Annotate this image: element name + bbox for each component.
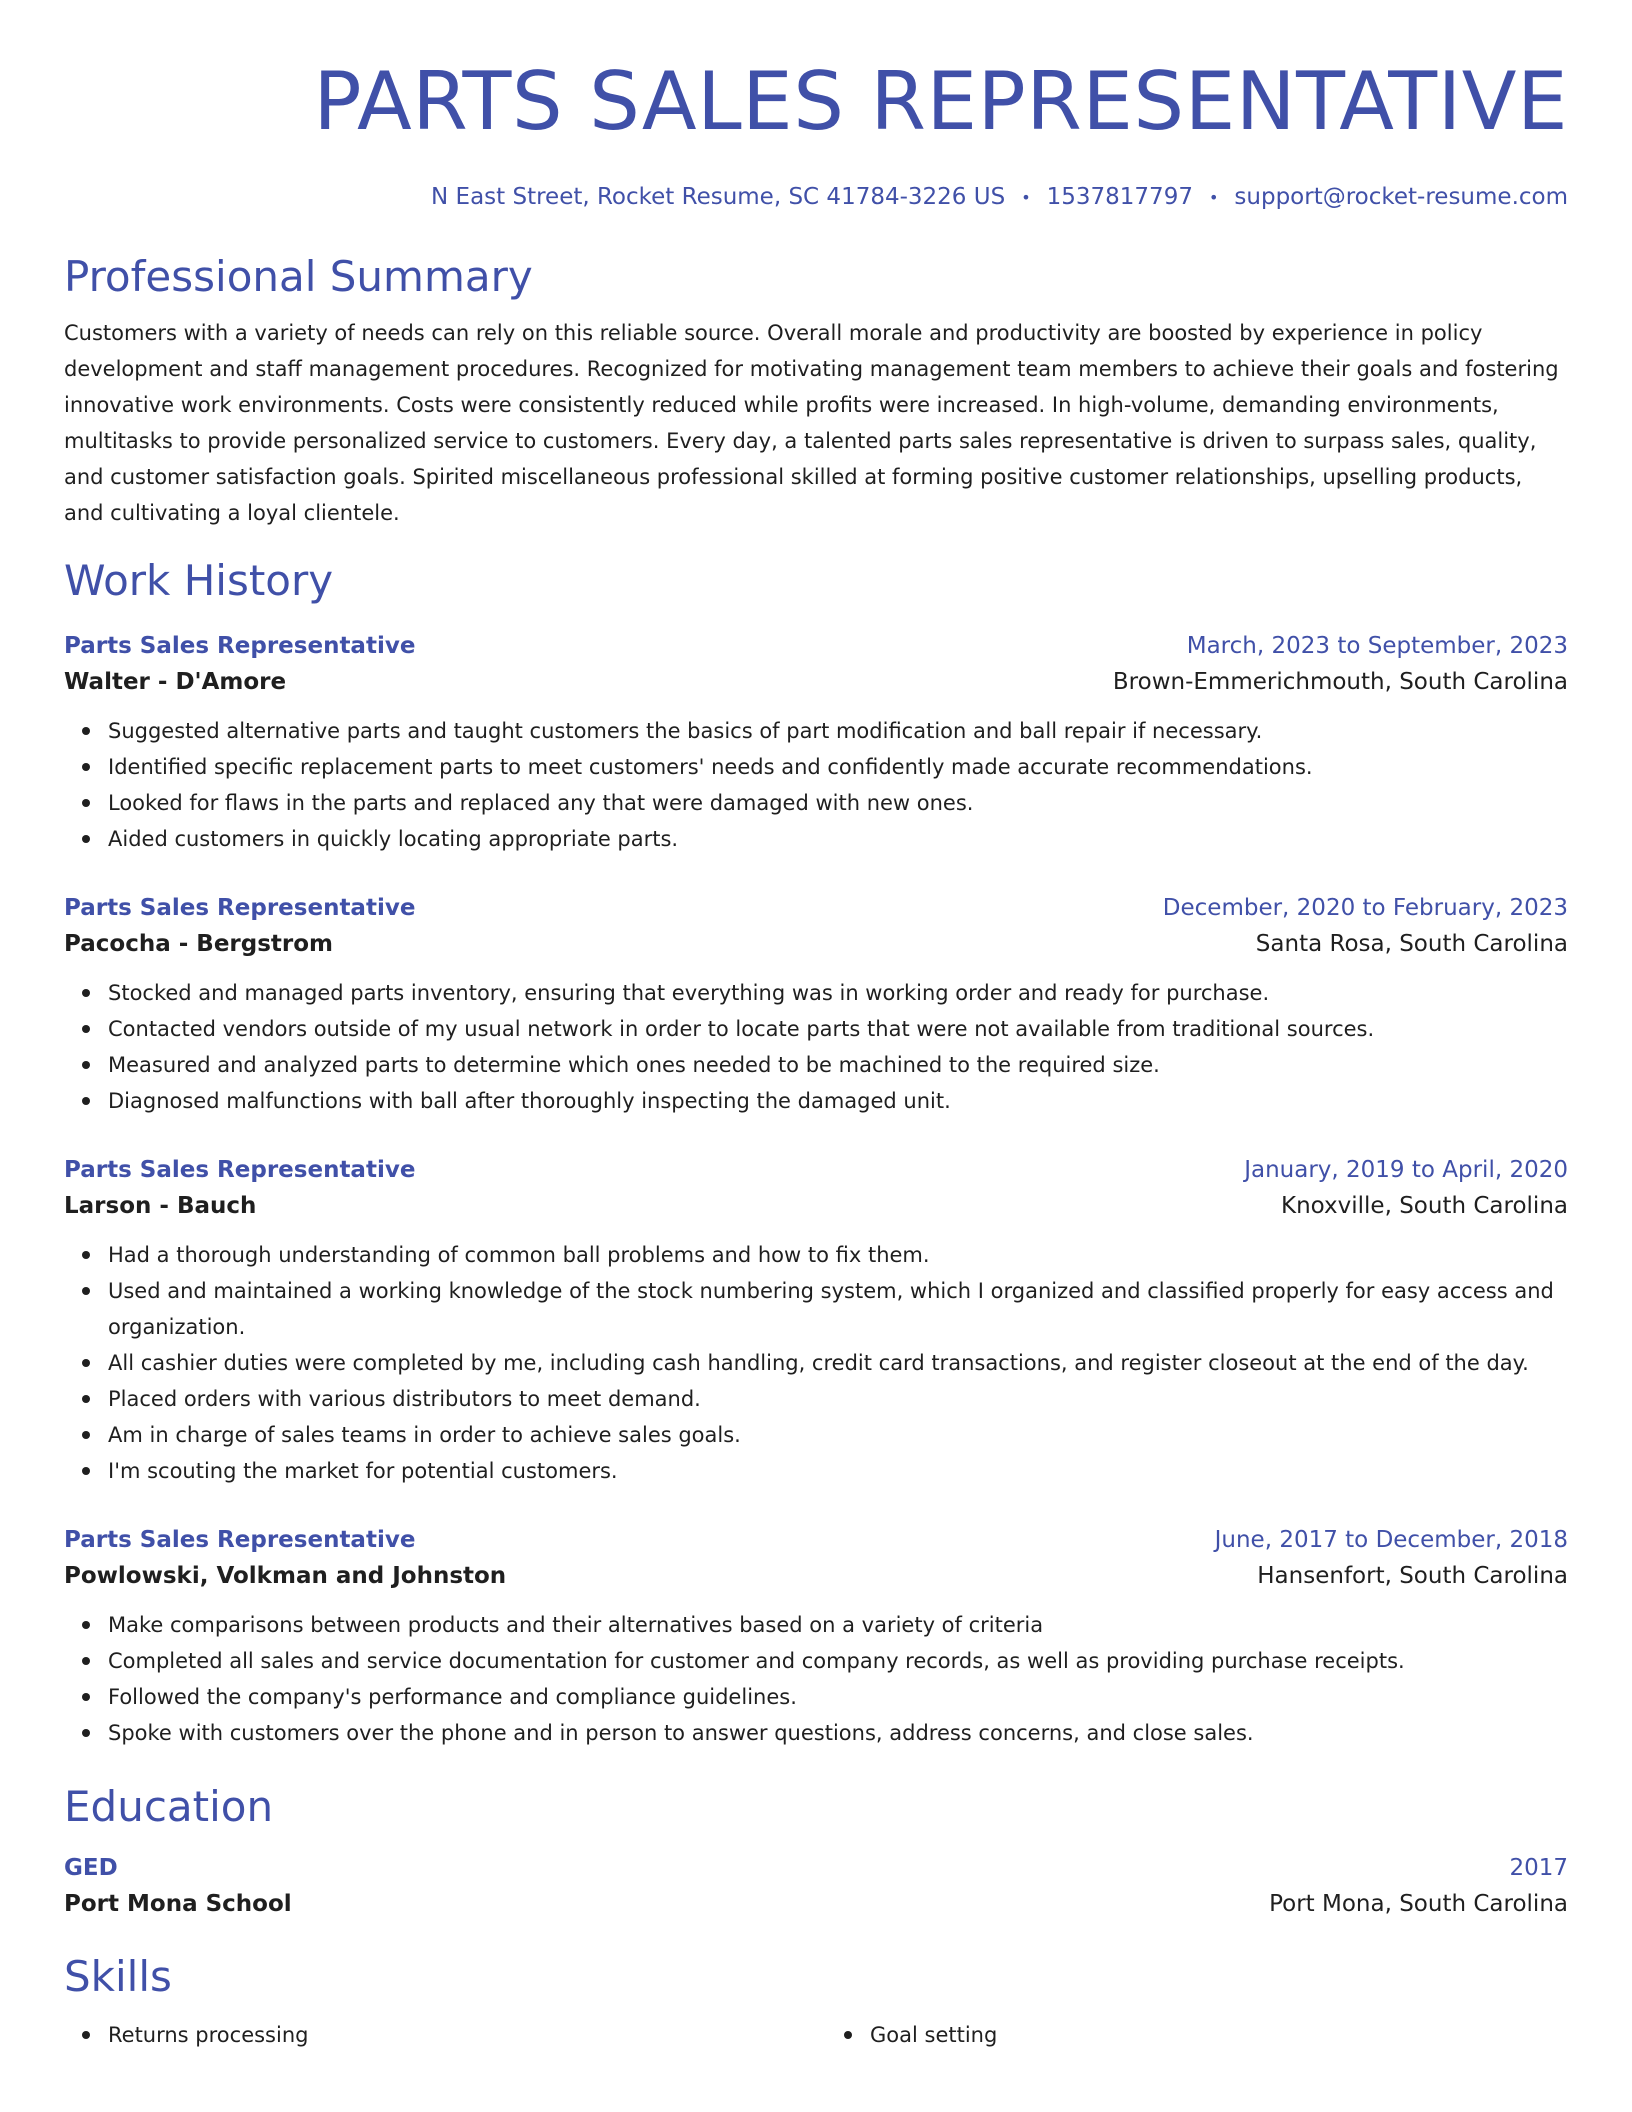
education-location: Port Mona, South Carolina bbox=[1269, 1890, 1568, 1917]
job-bullet: Used and maintained a working knowledge of the stock numbering system, which I organized and classified properly for easy access and organization. bbox=[108, 1273, 1568, 1345]
education-year: 2017 bbox=[1509, 1854, 1568, 1881]
job-bullets bbox=[64, 1237, 1568, 1489]
job-title: Parts Sales Representative bbox=[64, 1156, 416, 1183]
job-bullets bbox=[64, 975, 1568, 1119]
contact-email[interactable]: support@rocket-resume.com bbox=[1234, 184, 1568, 210]
job-location: Brown-Emmerichmouth, South Carolina bbox=[1112, 668, 1568, 695]
work-history-heading: Work History bbox=[64, 555, 334, 605]
job-title: Parts Sales Representative bbox=[64, 632, 416, 659]
education-entry bbox=[64, 1851, 1568, 1923]
job-title: Parts Sales Representative bbox=[64, 894, 416, 921]
job-bullet: Looked for flaws in the parts and replaced any that were damaged with new ones. bbox=[108, 785, 1568, 821]
skill-item: Goal setting bbox=[870, 2017, 1568, 2053]
job-bullet: Had a thorough understanding of common ball problems and how to fix them. bbox=[108, 1237, 1568, 1273]
job-entry bbox=[64, 1153, 1568, 1489]
job-location: Knoxville, South Carolina bbox=[1281, 1192, 1568, 1219]
job-company: Powlowski, Volkman and Johnston bbox=[64, 1562, 507, 1589]
job-bullet: All cashier duties were completed by me, including cash handling, credit card transactions, and register closeout at the end of the day. bbox=[108, 1345, 1568, 1381]
job-bullet: Am in charge of sales teams in order to achieve sales goals. bbox=[108, 1417, 1568, 1453]
job-title: Parts Sales Representative bbox=[64, 1526, 416, 1553]
job-dates: March, 2023 to September, 2023 bbox=[1186, 632, 1568, 659]
job-dates: December, 2020 to February, 2023 bbox=[1162, 894, 1568, 921]
summary-heading: Professional Summary bbox=[64, 251, 533, 301]
skill-item: Returns processing bbox=[108, 2017, 806, 2053]
education-degree: GED bbox=[64, 1854, 118, 1881]
job-bullet: Spoke with customers over the phone and in person to answer questions, address concerns, and close sales. bbox=[108, 1715, 1568, 1751]
job-bullet: Diagnosed malfunctions with ball after thoroughly inspecting the damaged unit. bbox=[108, 1083, 1568, 1119]
skills-column bbox=[826, 2017, 1568, 2053]
job-bullet: I'm scouting the market for potential customers. bbox=[108, 1453, 1568, 1489]
job-bullet: Suggested alternative parts and taught customers the basics of part modification and ball repair if necessary. bbox=[108, 713, 1568, 749]
job-entry bbox=[64, 891, 1568, 1119]
skills-heading: Skills bbox=[64, 1951, 172, 2001]
job-company: Walter - D'Amore bbox=[64, 668, 287, 695]
skills-list bbox=[64, 2017, 1568, 2053]
job-entry bbox=[64, 629, 1568, 857]
job-bullets bbox=[64, 713, 1568, 857]
job-location: Santa Rosa, South Carolina bbox=[1255, 930, 1568, 957]
education-school: Port Mona School bbox=[64, 1890, 292, 1917]
job-dates: January, 2019 to April, 2020 bbox=[1244, 1156, 1568, 1183]
job-bullets bbox=[64, 1607, 1568, 1751]
job-bullet: Followed the company's performance and compliance guidelines. bbox=[108, 1679, 1568, 1715]
contact-line bbox=[64, 182, 1568, 213]
job-dates: June, 2017 to December, 2018 bbox=[1214, 1526, 1568, 1553]
job-location: Hansenfort, South Carolina bbox=[1257, 1562, 1568, 1589]
job-bullet: Aided customers in quickly locating appropriate parts. bbox=[108, 821, 1568, 857]
job-bullet: Measured and analyzed parts to determine which ones needed to be machined to the required size. bbox=[108, 1047, 1568, 1083]
job-entry bbox=[64, 1523, 1568, 1751]
contact-phone: 1537817797 bbox=[1046, 184, 1193, 210]
job-bullet: Identified specific replacement parts to meet customers' needs and confidently made accurate recommendations. bbox=[108, 749, 1568, 785]
resume-title: PARTS SALES REPRESENTATIVE bbox=[313, 55, 1568, 148]
job-bullet: Make comparisons between products and their alternatives based on a variety of criteria bbox=[108, 1607, 1568, 1643]
summary-text: Customers with a variety of needs can rely on this reliable source. Overall morale and productivity are boosted by experience in policy development and staff management procedures. Recognized for motivating management team members to achieve their goals and fostering innovative work environments. Costs were consistently reduced while profits were increased. In high-volume, demanding environments, multitasks to provide personalized service to customers. Every day, a talented parts sales representative is driven to surpass sales, quality, and customer satisfaction goals. Spirited miscellaneous professional skilled at forming positive customer relationships, upselling products, and cultivating a loyal clientele. bbox=[64, 320, 1559, 525]
contact-address: N East Street, Rocket Resume, SC 41784-3226 US bbox=[431, 184, 1006, 210]
job-bullet: Placed orders with various distributors to meet demand. bbox=[108, 1381, 1568, 1417]
resume-page bbox=[64, 0, 1568, 2053]
contact-separator: • bbox=[1208, 187, 1219, 207]
job-company: Larson - Bauch bbox=[64, 1192, 257, 1219]
job-bullet: Contacted vendors outside of my usual network in order to locate parts that were not available from traditional sources. bbox=[108, 1011, 1568, 1047]
education-heading: Education bbox=[64, 1781, 274, 1831]
job-company: Pacocha - Bergstrom bbox=[64, 930, 334, 957]
job-bullet: Stocked and managed parts inventory, ensuring that everything was in working order and ready for purchase. bbox=[108, 975, 1568, 1011]
skills-column bbox=[64, 2017, 806, 2053]
contact-separator: • bbox=[1021, 187, 1031, 207]
job-bullet: Completed all sales and service documentation for customer and company records, as well as providing purchase receipts. bbox=[108, 1643, 1568, 1679]
